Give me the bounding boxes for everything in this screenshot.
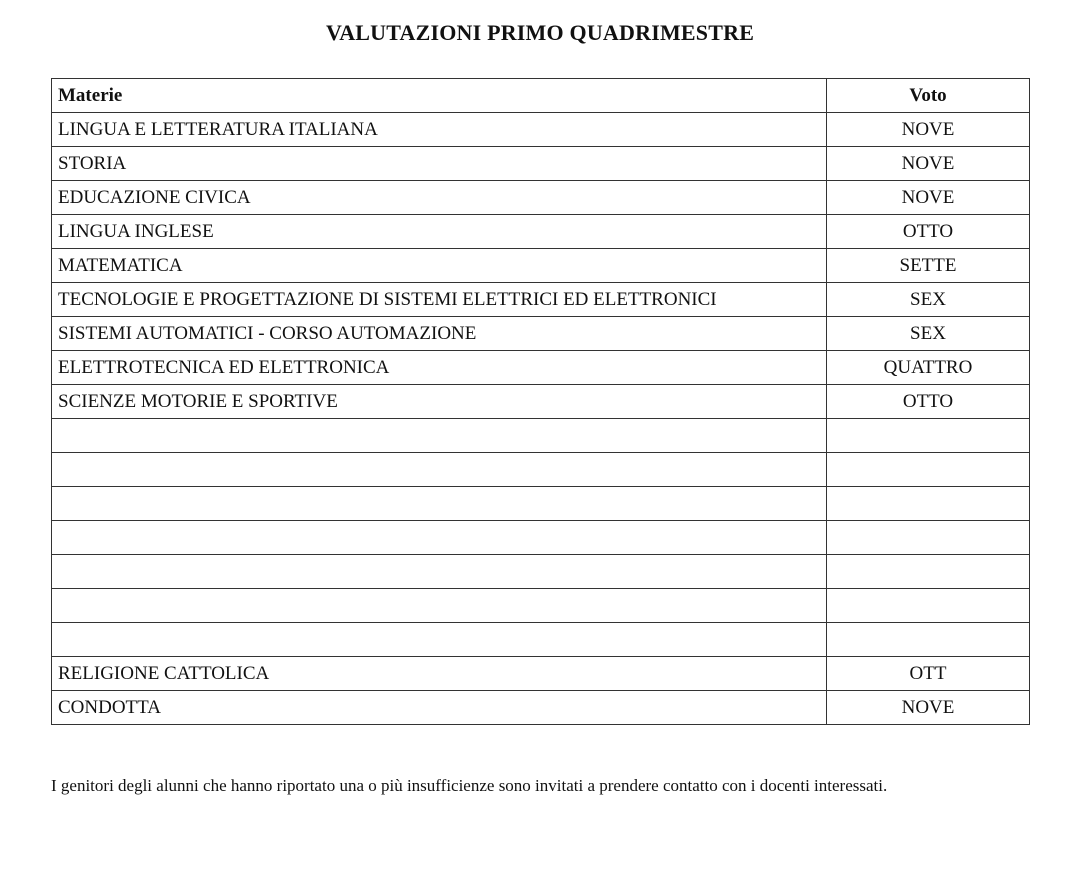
grade-cell (827, 589, 1030, 623)
grades-table-body (52, 113, 1030, 725)
grade-cell (827, 623, 1030, 657)
table-row (52, 113, 1030, 147)
grade-cell: SEX (827, 317, 1030, 351)
subject-cell (52, 589, 827, 623)
table-row (52, 419, 1030, 453)
subject-cell: SISTEMI AUTOMATICI - CORSO AUTOMAZIONE (52, 317, 827, 351)
grade-cell (827, 521, 1030, 555)
grade-column-header: Voto (827, 79, 1030, 113)
table-row (52, 589, 1030, 623)
subject-cell (52, 521, 827, 555)
subject-cell: EDUCAZIONE CIVICA (52, 181, 827, 215)
table-row (52, 657, 1030, 691)
grade-cell: OTT (827, 657, 1030, 691)
parent-notice: I genitori degli alunni che hanno riportato una o più insufficienze sono invitati a prendere contatto con i docenti interessati. (51, 776, 888, 795)
table-row (52, 181, 1030, 215)
table-row (52, 555, 1030, 589)
table-row (52, 215, 1030, 249)
grade-cell: NOVE (827, 113, 1030, 147)
grade-cell: OTTO (827, 385, 1030, 419)
grade-cell: QUATTRO (827, 351, 1030, 385)
grade-cell: SEX (827, 283, 1030, 317)
subject-cell: TECNOLOGIE E PROGETTAZIONE DI SISTEMI ELETTRICI ED ELETTRONICI (52, 283, 827, 317)
grade-cell: NOVE (827, 181, 1030, 215)
table-row (52, 249, 1030, 283)
table-row (52, 385, 1030, 419)
grade-cell (827, 487, 1030, 521)
subject-cell: SCIENZE MOTORIE E SPORTIVE (52, 385, 827, 419)
table-row (52, 453, 1030, 487)
grade-cell: NOVE (827, 691, 1030, 725)
grades-table (51, 78, 1030, 725)
subject-cell (52, 453, 827, 487)
subject-cell: LINGUA E LETTERATURA ITALIANA (52, 113, 827, 147)
table-row (52, 147, 1030, 181)
page-title: VALUTAZIONI PRIMO QUADRIMESTRE (325, 20, 755, 45)
table-header-row (52, 79, 1030, 113)
table-row (52, 351, 1030, 385)
table-row (52, 317, 1030, 351)
grade-cell: OTTO (827, 215, 1030, 249)
table-row (52, 487, 1030, 521)
subject-cell (52, 623, 827, 657)
grade-cell: NOVE (827, 147, 1030, 181)
subject-cell: CONDOTTA (52, 691, 827, 725)
grade-cell (827, 453, 1030, 487)
grade-cell (827, 419, 1030, 453)
subject-cell (52, 555, 827, 589)
subject-cell (52, 419, 827, 453)
subject-column-header: Materie (52, 79, 827, 113)
table-row (52, 283, 1030, 317)
table-row (52, 623, 1030, 657)
subject-cell: STORIA (52, 147, 827, 181)
grade-cell: SETTE (827, 249, 1030, 283)
subject-cell: RELIGIONE CATTOLICA (52, 657, 827, 691)
subject-cell: ELETTROTECNICA ED ELETTRONICA (52, 351, 827, 385)
table-row (52, 521, 1030, 555)
subject-cell: MATEMATICA (52, 249, 827, 283)
subject-cell (52, 487, 827, 521)
table-row (52, 691, 1030, 725)
subject-cell: LINGUA INGLESE (52, 215, 827, 249)
grade-cell (827, 555, 1030, 589)
